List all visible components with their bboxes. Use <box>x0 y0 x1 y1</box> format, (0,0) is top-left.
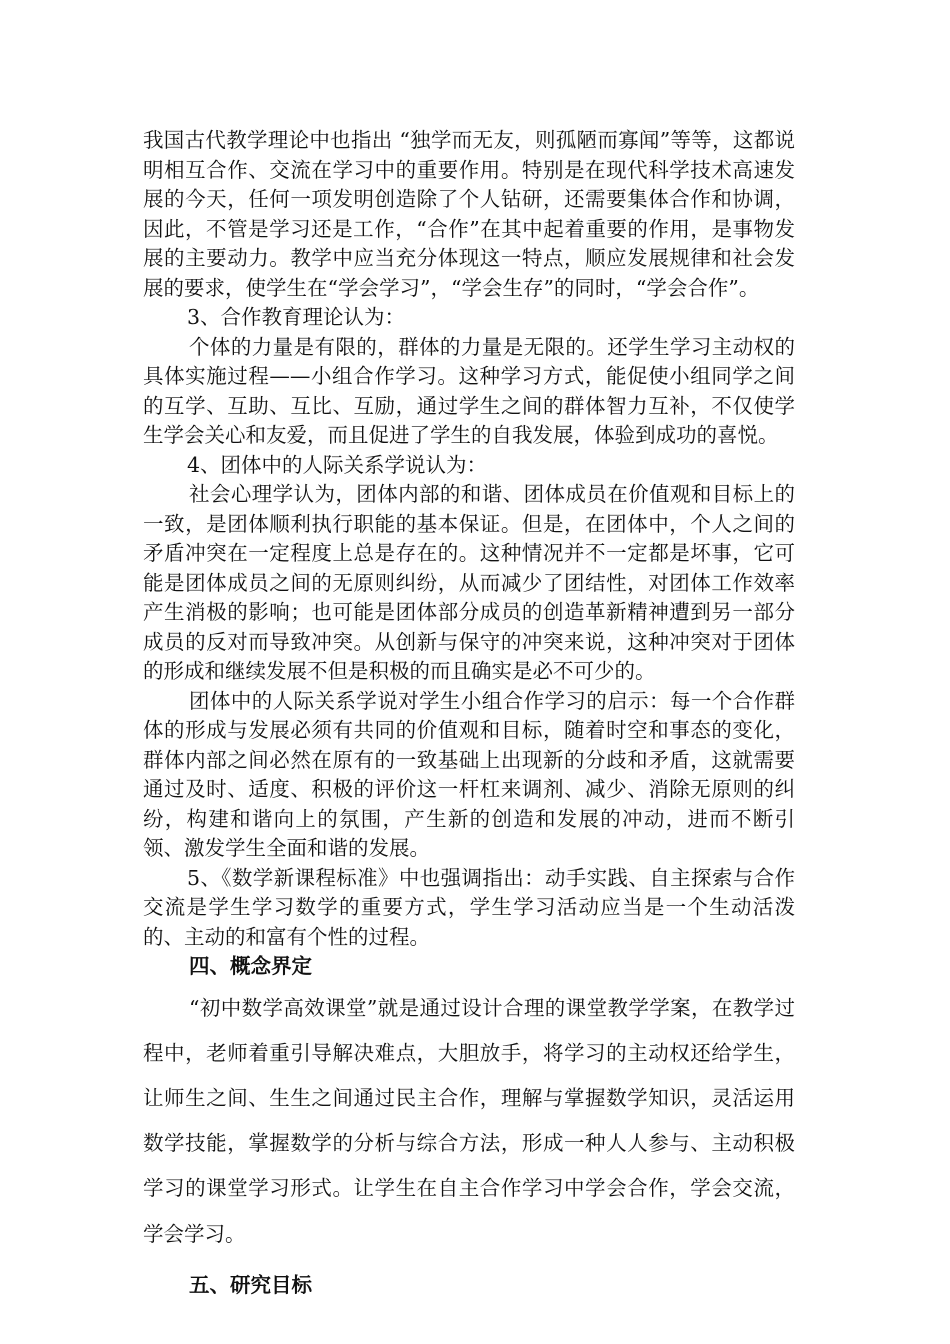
section-heading-research-goals: 五、研究目标 <box>189 1272 312 1297</box>
section-heading-concept: 四、概念界定 <box>189 954 312 978</box>
paragraph-cooperative-education-heading: 3、合作教育理论认为： <box>187 305 406 329</box>
paragraph-interpersonal-heading: 4、团体中的人际关系学说认为： <box>187 452 488 477</box>
paragraph-concept-definition: “初中数学高效课堂”就是通过设计合理的课堂教学学案，在教学过程中，老师着重引导解决难点，大胆放手，将学习的主动权还给学生，让师生之间、生生之间通过民主合作，理解与掌握数学知识，灵活运用数学技能，掌握数学的分析与综合方法，形成一种人人参与、主动积极学习的课堂学习形式。让学生在自主合作学习中学会合作，学会交流，学会学习。 <box>143 995 795 1246</box>
paragraph-curriculum-standard: 5、《数学新课程标准》中也强调指出：动手实践、自主探索与合作交流是学生学习数学的重要方式，学生学习活动应当是一个生动活泼的、主动的和富有个性的过程。 <box>143 865 795 949</box>
paragraph-social-psychology: 社会心理学认为，团体内部的和谐、团体成员在价值观和目标上的一致，是团体顺利执行职能的基本保证。但是，在团体中，个人之间的矛盾冲突在一定程度上总是存在的。这种情况并不一定都是坏事，它可能是团体成员之间的无原则纠纷，从而减少了团结性，对团体工作效率产生消极的影响；也可能是团体部分成员的创造革新精神遭到另一部分成员的反对而导致冲突。从创新与保守的冲突来说，这种冲突对于团体的形成和继续发展不但是积极的而且确实是必不可少的。 <box>143 482 795 683</box>
paragraph-group-power: 个体的力量是有限的，群体的力量是无限的。还学生学习主动权的具体实施过程——小组合作学习。这种学习方式，能促使小组同学之间的互学、互助、互比、互励，通过学生之间的群体智力互补，不仅使学生学会关心和友爱，而且促进了学生的自我发展，体验到成功的喜悦。 <box>143 334 795 447</box>
paragraph-ancient-theory: 我国古代教学理论中也指出 “独学而无友，则孤陋而寡闻”等等，这都说明相互合作、交流在学习中的重要作用。特别是在现代科学技术高速发展的今天，任何一项发明创造除了个人钻研，还需要集体合作和协调，因此，不管是学习还是工作，“合作”在其中起着重要的作用，是事物发展的主要动力。教学中应当充分体现这一特点，顺应发展规律和社会发展的要求，使学生在“学会学习”，“学会生存”的同时，“学会合作”。 <box>143 128 795 300</box>
document-body <box>143 126 795 1300</box>
paragraph-group-inspiration: 团体中的人际关系学说对学生小组合作学习的启示：每一个合作群体的形成与发展必须有共同的价值观和目标，随着时空和事态的变化，群体内部之间必然在原有的一致基础上出现新的分歧和矛盾，这就需要通过及时、适度、积极的评价这一杆杠来调剂、减少、消除无原则的纠纷，构建和谐向上的氛围，产生新的创造和发展的冲动，进而不断引领、激发学生全面和谐的发展。 <box>143 688 795 860</box>
